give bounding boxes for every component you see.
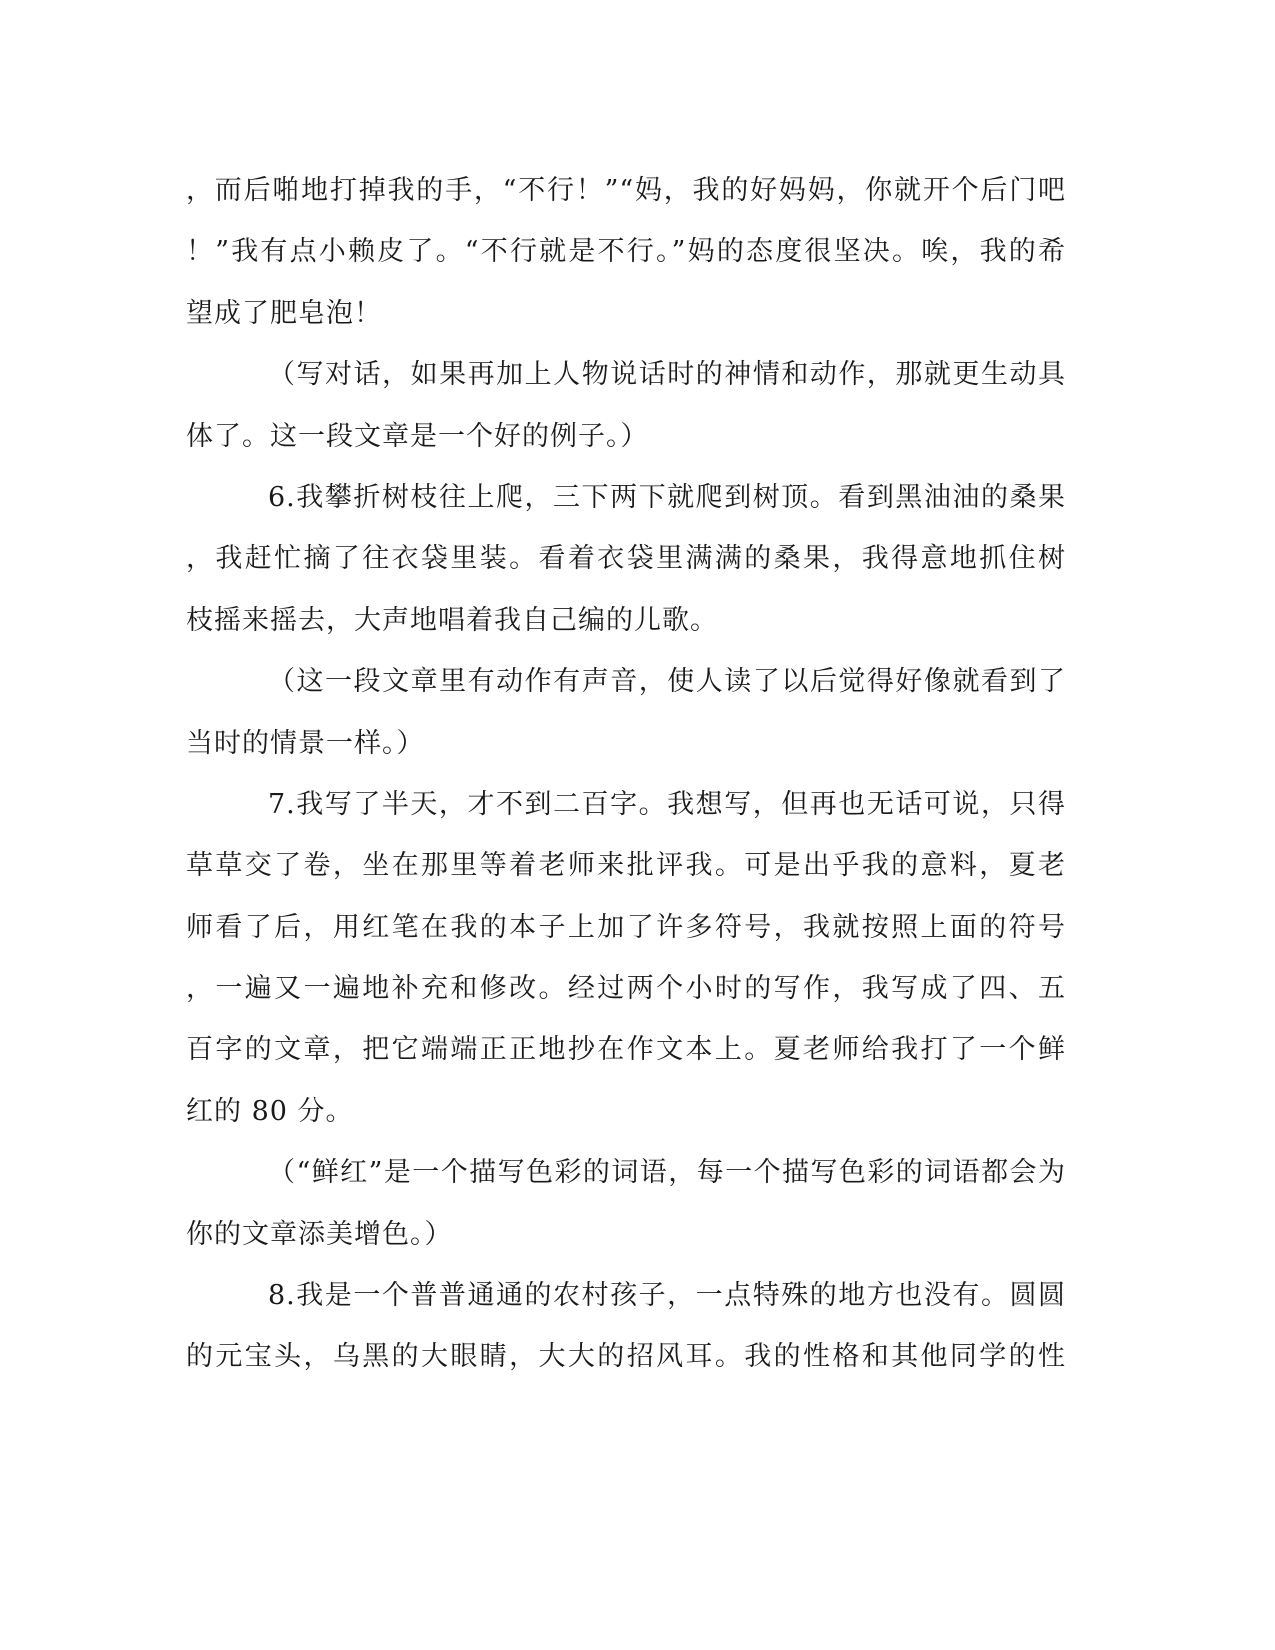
text-line: 6.我攀折树枝往上爬，三下两下就爬到树顶。看到黑油油的桑果 [268,481,1066,513]
text-line: 师看了后，用红笔在我的本子上加了许多符号，我就按照上面的符号 [186,911,1066,943]
text-line: ，而后啪地打掉我的手，“不行！”“妈，我的好妈妈，你就开个后门吧 [186,175,1066,206]
text-line: 8.我是一个普普通通的农村孩子，一点特殊的地方也没有。圆圆 [268,1280,1066,1312]
text-line: 你的文章添美增色。） [186,1218,453,1250]
text-line: 体了。这一段文章是一个好的例子。） [186,420,649,452]
text-line: 草草交了卷，坐在那里等着老师来批评我。可是出乎我的意料，夏老 [186,850,1066,882]
text-line: 7.我写了半天，才不到二百字。我想写，但再也无话可说，只得 [268,788,1066,820]
text-line: 当时的情景一样。） [186,727,425,759]
text-line: ，我赶忙摘了往衣袋里装。看着衣袋里满满的桑果，我得意地抓住树 [186,543,1066,575]
text-line: （这一段文章里有动作有声音，使人读了以后觉得好像就看到了 [268,666,1066,698]
text-line: 的元宝头，乌黑的大眼睛，大大的招风耳。我的性格和其他同学的性 [186,1341,1066,1373]
text-line: （“鲜红”是一个描写色彩的词语，每一个描写色彩的词语都会为 [268,1157,1066,1189]
text-line: 枝摇来摇去，大声地唱着我自己编的儿歌。 [186,604,718,636]
text-line: ，一遍又一遍地补充和修改。经过两个小时的写作，我写成了四、五 [186,973,1066,1005]
document-body [186,160,1066,1388]
text-line: 百字的文章，把它端端正正地抄在作文本上。夏老师给我打了一个鲜 [186,1034,1066,1066]
text-line: 望成了肥皂泡！ [186,297,382,329]
text-line: （写对话，如果再加上人物说话时的神情和动作，那就更生动具 [268,359,1066,391]
text-line: 红的 80 分。 [186,1095,354,1127]
text-line: ！”我有点小赖皮了。“不行就是不行。”妈的态度很坚决。唉，我的希 [186,236,1066,268]
